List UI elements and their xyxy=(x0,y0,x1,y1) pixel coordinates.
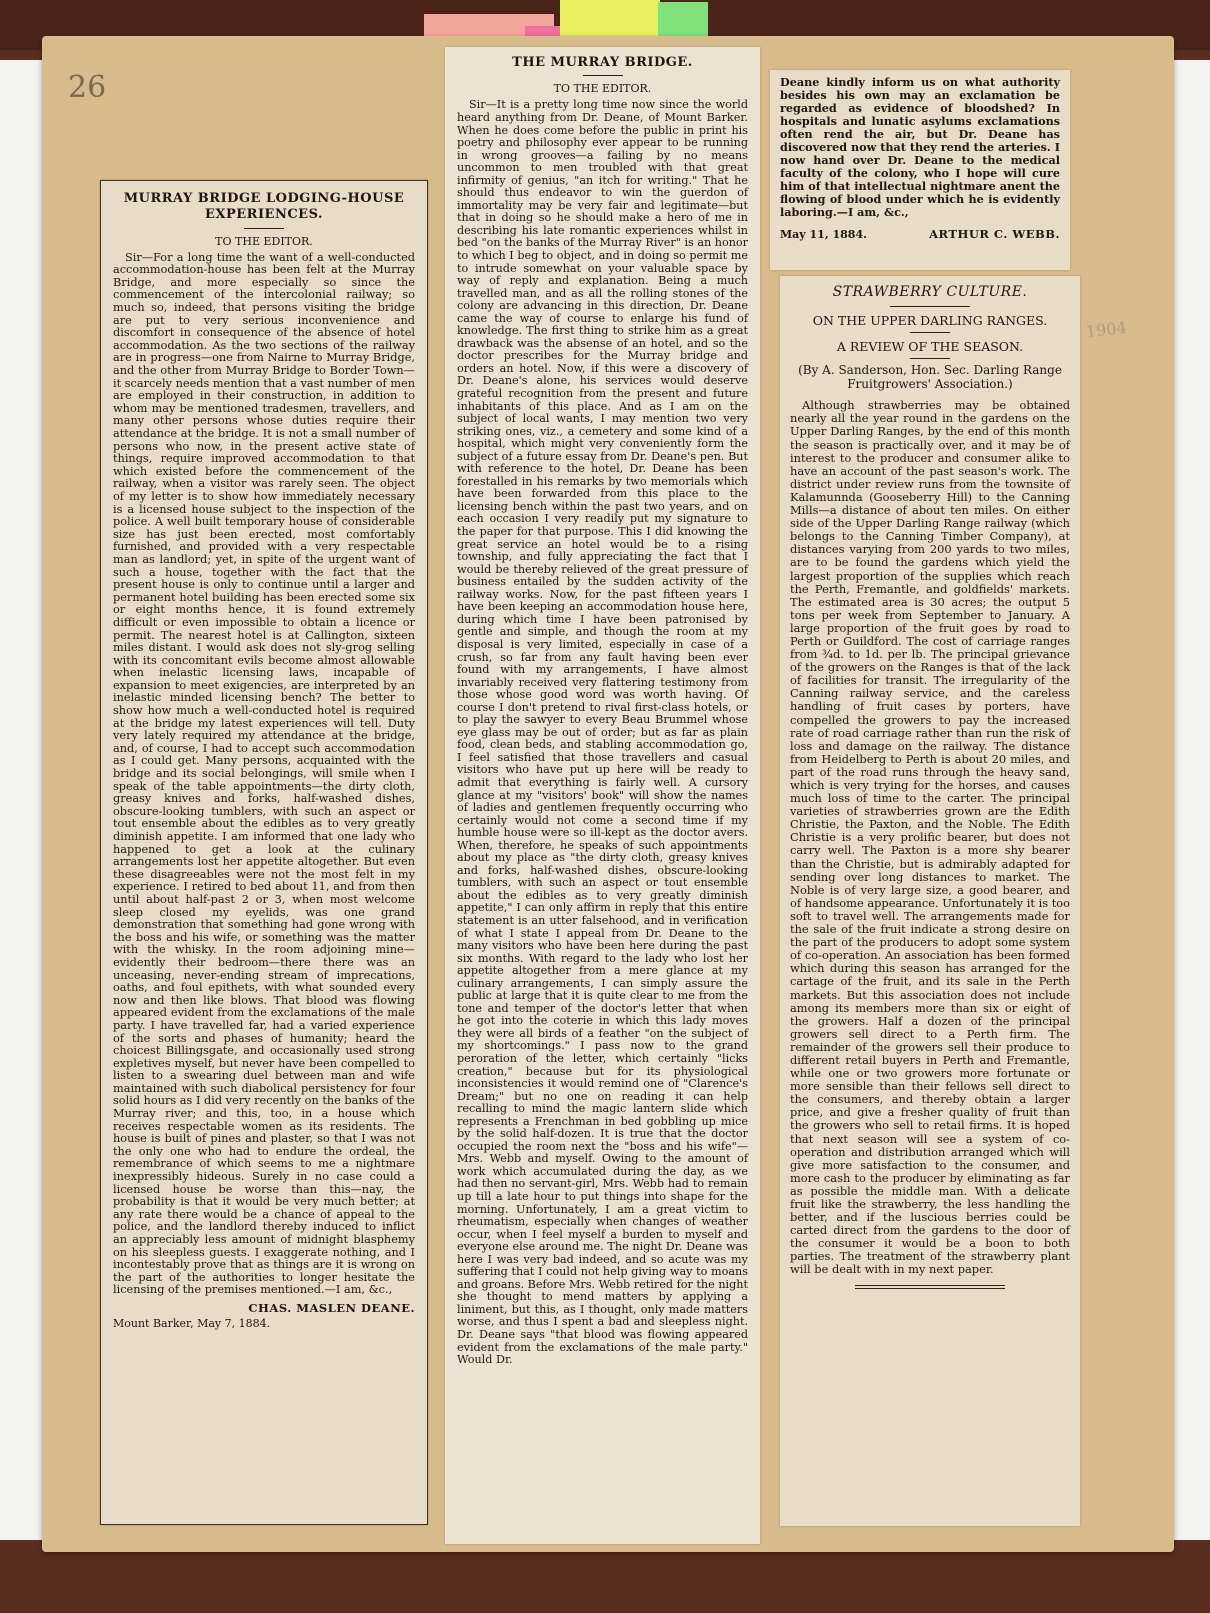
middle-body: Sir—It is a pretty long time now since the world heard anything from Dr. Deane, of Mount Barker. When he does come before the public in print his poetry and philosophy ever appear to be running in wrong grooves—a failing by no means uncommon to men troubled with that great infirmity of genius, "an itch for writing." That he should thus endeavor to win the guerdon of immortality may be very fair and legitimate—but that in doing so he should make a hero of me in describing his late romantic experiences whilst in bed "on the banks of the Murray River" is an honor to which I beg to object, and in doing so permit me to intrude somewhat on your valuable space by way of reply and explanation. Being a much travelled man, and as all the rolling stones of the colony are advancing in this direction, Dr. Deane came the way of course to enlarge his fund of knowledge. The first thing to strike him as a great drawback was the absense of an hotel, and so the doctor prescribes for the Murray bridge and orders an hotel. Now, if this were a discovery of Dr. Deane's alone, his services would deserve grateful recognition from the present and future inhabitants of this place. And as I am on the subject of local wants, I may mention two very striking ones, viz., a cemetery and some kind of a hospital, which might very conveniently form the subject of a future essay from Dr. Deane's pen. But with reference to the hotel, Dr. Deane has been forestalled in his remarks by two memorials which have been forwarded from this place to the licensing bench within the past two years, and on each occasion I very readily put my signature to the paper for that purpose. This I did knowing the great service an hotel would be to a rising township, and fully appreciating the fact that I would be thereby relieved of the great pressure of business entailed by the sudden activity of the railway works. Now, for the past fifteen years I have been keeping an accommodation house here, during which time I have been patronised by gentle and simple, and though the room at my disposal is very limited, especially in case of a crush, so far from any fault having been ever found with my arrangements, I have almost invariably received very flattering testimony from those whose good word was worth having. Of course I don't pretend to rival first-class hotels, or to play the sawyer to every Beau Brummel whose eye glass may be out of order; but as far as plain food, clean beds, and stabling accommodation go, I feel satisfied that those travellers and casual visitors who have put up here will be ready to admit that everything is fairly well. A cursory glance at my "visitors' book" will show the names of ladies and gentlemen frequently occurring who certainly would not come a second time if my humble house were so ill-kept as the doctor avers. When, therefore, he speaks of such appointments about my place as "the dirty cloth, greasy knives and forks, half-washed dishes, obscure-looking tumblers, with such an aspect or tout ensemble about the edibles as to very greatly diminish appetite," I can only affirm in reply that this entire statement is an utter falsehood, and in verification of what I state I appeal from Dr. Deane to the many visitors who have been here during the past six months. With regard to the lady who lost her appetite altogether from a mere glance at my culinary arrangements, I can simply assure the public at large that it is quite clear to me from the tone and temper of the doctor's letter that when he got into the coterie in which this lady moves they were all birds of a feather "on the subject of my shortcomings." I pass now to the grand peroration of the letter, which certainly "licks creation," because but for its physiological inconsistencies it would remind one of "Clarence's Dream;" but no one on reading it can help recalling to mind the magic lantern slide which represents a Frenchman in bed gobbling up mice by the solid half-dozen. It is true that the doctor occupied the room next the "boss and his wife"—Mrs. Webb and myself. Owing to the amount of work which accumulated during the day, as we had then no servant-girl, Mrs. Webb had to remain up till a late hour to put things into shape for the morning. Unfortunately, I am a great victim to rheumatism, especially when changes of weather occur, when I feel myself a burden to myself and everyone else around me. The night Dr. Deane was here I was very bad indeed, and so acute was my suffering that I could not help giving way to moans and groans. Before Mrs. Webb retired for the night she thought to mend matters by applying a liniment, but this, as I thought, only made matters worse, and thus I spent a bad and sleepless night. Dr. Deane says "that blood was flowing appeared evident from the exclamations of the male party." Would Dr. xyxy=(457,98,748,1367)
left-headline: MURRAY BRIDGE LODGING-HOUSE EXPERIENCES. xyxy=(123,191,405,223)
middle-headline-rule xyxy=(583,75,623,76)
right-top-signature: ARTHUR C. WEBB. xyxy=(929,227,1060,241)
margin-pencil-note: 1904 xyxy=(1085,317,1128,342)
middle-salutation: TO THE EDITOR. xyxy=(553,82,652,96)
left-dateline: Mount Barker, May 7, 1884. xyxy=(113,1316,271,1330)
page-number: 26 xyxy=(68,70,107,105)
right-bottom-rule-1 xyxy=(890,306,970,307)
right-bottom-clipping xyxy=(780,276,1080,1526)
right-bottom-byline: (By A. Sanderson, Hon. Sec. Darling Range Fruitgrowers' Association.) xyxy=(798,362,1062,391)
yellow-sticky-tab xyxy=(560,0,660,38)
right-bottom-headline: STRAWBERRY CULTURE. xyxy=(832,284,1028,300)
right-bottom-body: Although strawberries may be obtained nearly all the year round in the gardens on the Upper Darling Ranges, by the end of this month the season is practically over, and it may be of interest to the producer and consumer alike to have an account of the past season's work. The district under review runs from the townsite of Kalamunnda (Gooseberry Hill) to the Canning Mills—a distance of about ten miles. On either side of the Upper Darling Range railway (which belongs to the Canning Timber Company), at distances varying from 200 yards to two miles, are to be found the gardens which yield the largest proportion of the supplies which reach the Perth, Fremantle, and goldfields' markets. The estimated area is 30 acres; the output 5 tons per week from September to January. A large proportion of the fruit goes by road to Perth or Guildford. The cost of carriage ranges from ¾d. to 1d. per lb. The principal grievance of the growers on the Ranges is that of the lack of facilities for transit. The irregularity of the Canning railway service, and the careless handling of fruit cases by porters, have compelled the growers to pay the increased rate of road carriage rather than run the risk of loss and damage on the railway. The distance from Heidelberg to Perth is about 20 miles, and part of the road runs through the heavy sand, which is very trying for the horses, and causes much loss of time to the carter. The principal varieties of strawberries grown are the Edith Christie, the Paxton, and the Noble. The Edith Christie is a very prolific bearer, but does not carry well. The Paxton is a more shy bearer than the Christie, but is admirably adapted for sending over long distances to market. The Noble is of very large size, a good bearer, and of handsome appearance. Unfortunately it is too soft to travel well. The arrangements made for the sale of the fruit indicate a strong desire on the part of the producers to adopt some system of co-operation. An association has been formed which during this season has arranged for the cartage of the fruit, and its sale in the Perth markets. But this association does not include among its members more than six or eight of the growers. Half a dozen of the principal growers sell direct to a Perth firm. The remainder of the growers sell their produce to different retail buyers in Perth and Fremantle, while one or two growers more fortunate or more sensible than their fellows sell direct to the consumers, and thereby obtain a larger price, and give a fresher quality of fruit than the growers who sell to retail firms. It is hoped that next season will see a system of co-operation and distribution arranged which will give more satisfaction to the consumer, and more cash to the producer by eliminating as far as possible the middle man. With a delicate fruit like the strawberry, the less handling the better, and if the luscious berries could be carted direct from the gardens to the door of the consumer it would be a boon to both parties. The treatment of the strawberry plant will be dealt with in my next paper. xyxy=(790,398,1070,1277)
left-salutation: TO THE EDITOR. xyxy=(215,234,313,248)
right-bottom-end-rule xyxy=(855,1285,1005,1289)
right-bottom-subhead-2: A REVIEW OF THE SEASON. xyxy=(836,338,1024,354)
left-headline-rule xyxy=(244,228,284,229)
left-signature: CHAS. MASLEN DEANE. xyxy=(248,1300,415,1315)
right-top-body: Deane kindly inform us on what authority besides his own may an exclamation be regarded as evidence of bloodshed? In hospitals and lunatic asylums exclamations often rend the air, but Dr. Deane has discovered now that they rend the arteries. I now hand over Dr. Deane to the medical faculty of the colony, who I hope will cure him of that intellectual nightmare anent the flowing of blood under which he is evidently laboring.—I am, &c., xyxy=(780,75,1060,219)
right-bottom-subhead-1: ON THE UPPER DARLING RANGES. xyxy=(812,312,1048,328)
left-body: Sir—For a long time the want of a well-conducted accommodation-house has been felt at the Murray Bridge, and more especially so since the commencement of the intercolonial railway; so much so, indeed, that persons visiting the bridge are put to very serious inconvenience and discomfort in consequence of the absence of hotel accommodation. As the two sections of the railway are in progress—one from Nairne to Murray Bridge, and the other from Murray Bridge to Border Town—it scarcely needs mention that a vast number of men are employed in their construction, in addition to whom may be mentioned tradesmen, travellers, and many other persons whose duties require their attendance at the bridge. It is not a small number of persons who now, in the present active state of things, require improved accommodation to that which existed before the commencement of the railway, when a visitor was rarely seen. The object of my letter is to show how immediately necessary is a licensed house subject to the inspection of the police. A well built temporary house of considerable size has just been erected, most comfortably furnished, and provided with a very respectable man as landlord; yet, in spite of the urgent want of such a house, together with the fact that the present house is only to continue until a larger and permanent hotel building has been erected some six or eight months hence, it is found extremely difficult or even impossible to obtain a licence or permit. The nearest hotel is at Callington, sixteen miles distant. I would ask does not sly-grog selling with its concomitant evils become almost allowable when inelastic licensing laws, incapable of expansion to meet exigencies, are interpreted by an inelastic minded licensing bench? The better to show how much a well-conducted hotel is required at the bridge my latest experiences will tell. Duty very lately required my attendance at the bridge, and, of course, I had to accept such accommodation as I could get. Many persons, acquainted with the bridge and its social belongings, will smile when I speak of the table appointments—the dirty cloth, greasy knives and forks, half-washed dishes, obscure-looking tumblers, with such an aspect or tout ensemble about the edibles as to very greatly diminish appetite. I am informed that one lady who happened to get a look at the culinary arrangements lost her appetite altogether. But even these disagreeables were not the most felt in my experience. I retired to bed about 11, and from then until about half-past 2 or 3, when most welcome sleep closed my eyelids, was one grand demonstration that something had gone wrong with the boss and his wife, or something was the matter with the whisky. In the room adjoining mine—evidently their bedroom—there there was an unceasing, never-ending stream of imprecations, oaths, and foul epithets, with what sounded every now and then like blows. That blood was flowing appeared evident from the exclamations of the male party. I have travelled far, had a varied experience of the sorts and phases of humanity; heard the choicest Billingsgate, and occasionally used strong expletives myself, but never have been compelled to listen to a swearing duel between man and wife maintained with such diabolical persistency for four solid hours as I did very recently on the banks of the Murray river; and this, too, in a house which receives respectable women as its residents. The house is built of pines and plaster, so that I was not the only one who had to endure the ordeal, the remembrance of which seems to me a nightmare inexpressibly hideous. Surely in no case could a licensed house be worse than this—nay, the probability is that it would be very much better; at any rate there would be a chance of appeal to the police, and the landlord thereby induced to inflict an appreciably less amount of midnight blasphemy on his sleepless guests. I exaggerate nothing, and I incontestably prove that as things are it is wrong on the part of the authorities to longer hesitate the licensing of the premises mentioned.—I am, &c., xyxy=(113,250,415,1297)
right-bottom-rule-2 xyxy=(910,332,950,333)
right-top-footer xyxy=(780,223,1060,241)
right-top-dateline: May 11, 1884. xyxy=(780,228,867,241)
middle-clipping xyxy=(445,47,760,1544)
right-top-clipping xyxy=(770,70,1070,270)
green-sticky-tab xyxy=(658,2,708,38)
middle-headline: THE MURRAY BRIDGE. xyxy=(512,55,693,70)
right-bottom-rule-3 xyxy=(910,358,950,359)
left-clipping xyxy=(100,180,428,1525)
